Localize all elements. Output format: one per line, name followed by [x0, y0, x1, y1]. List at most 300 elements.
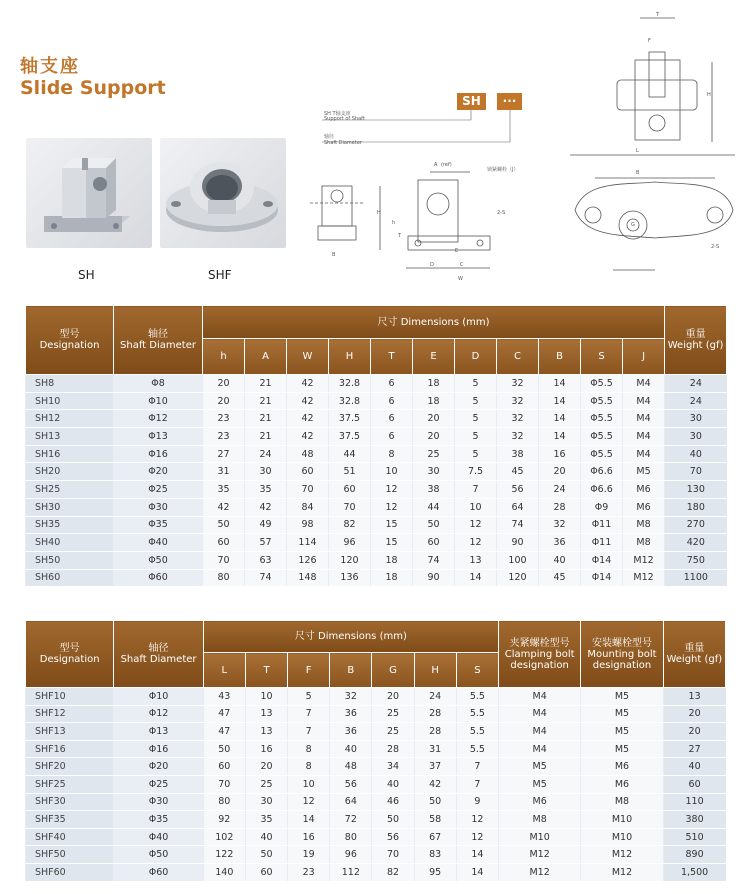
table-row	[26, 428, 727, 446]
cell-value: 890	[663, 846, 725, 864]
cell-value: 45	[539, 569, 581, 587]
cell-value: 122	[203, 846, 245, 864]
cell-value: 45	[497, 463, 539, 481]
cell-value: 13	[245, 723, 287, 741]
cell-value: 80	[203, 569, 245, 587]
table-row	[26, 723, 726, 741]
cell-shaft: Φ60	[114, 863, 203, 881]
cell-value: 96	[330, 846, 372, 864]
sh-col-w: W	[287, 339, 329, 375]
cell-value: Φ14	[581, 551, 623, 569]
cell-shaft: Φ12	[114, 410, 203, 428]
cell-value: 12	[371, 481, 413, 499]
cell-shaft: Φ13	[114, 723, 203, 741]
lbl-e: E	[455, 248, 459, 254]
cell-value: 5	[455, 428, 497, 446]
table-row	[26, 705, 726, 723]
sh-col-b: B	[539, 339, 581, 375]
cell-value: M12	[498, 863, 580, 881]
cell-value: M10	[581, 828, 663, 846]
lbl-a-note: (ref)	[441, 162, 452, 168]
cell-designation: SHF10	[26, 688, 114, 706]
cell-value: 74	[497, 516, 539, 534]
code-line2-en: Shaft Diameter	[324, 140, 362, 146]
lbl-l: L	[636, 148, 639, 154]
cell-designation: SH35	[26, 516, 114, 534]
lbl-a: A	[434, 162, 438, 168]
sh-h-shaft: 轴径 Shaft Diameter	[114, 306, 203, 375]
cell-value: 42	[414, 775, 456, 793]
photo-sh	[26, 138, 152, 248]
cell-value: M5	[581, 740, 663, 758]
cell-value: 12	[456, 811, 498, 829]
cell-value: 8	[288, 740, 330, 758]
cell-value: 57	[245, 534, 287, 552]
sh-col-t: T	[371, 339, 413, 375]
cell-value: 56	[497, 481, 539, 499]
cell-value: 32	[497, 392, 539, 410]
cell-designation: SH16	[26, 445, 114, 463]
cell-designation: SHF25	[26, 775, 114, 793]
cell-value: 19	[288, 846, 330, 864]
cell-value: 21	[245, 410, 287, 428]
cell-value: 32.8	[329, 375, 371, 393]
cell-shaft: Φ35	[114, 516, 203, 534]
cell-value: 6	[371, 428, 413, 446]
cell-value: 180	[665, 498, 727, 516]
cell-value: 20	[372, 688, 414, 706]
shf-col-s: S	[456, 653, 498, 688]
cell-value: 30	[245, 463, 287, 481]
cell-value: 13	[455, 551, 497, 569]
cell-value: 7	[288, 723, 330, 741]
cell-value: M4	[623, 445, 665, 463]
cell-value: M6	[498, 793, 580, 811]
cell-value: 74	[245, 569, 287, 587]
cell-value: 5	[455, 445, 497, 463]
cell-shaft: Φ25	[114, 481, 203, 499]
table-row	[26, 534, 727, 552]
cell-value: 43	[203, 688, 245, 706]
cell-value: 14	[456, 846, 498, 864]
cell-value: M12	[581, 846, 663, 864]
cell-value: Φ11	[581, 516, 623, 534]
shf-col-l: L	[203, 653, 245, 688]
cell-value: 67	[414, 828, 456, 846]
code-line1-en: Support of Shaft	[324, 116, 365, 122]
lbl-h-sh: H	[377, 210, 381, 216]
cell-value: M12	[581, 863, 663, 881]
cell-value: 28	[539, 498, 581, 516]
cell-shaft: Φ30	[114, 498, 203, 516]
caption-sh: SH	[78, 268, 95, 282]
cell-value: 25	[372, 705, 414, 723]
cell-value: Φ11	[581, 534, 623, 552]
lbl-f: F	[648, 38, 651, 44]
cell-value: 47	[203, 705, 245, 723]
cell-value: 6	[371, 392, 413, 410]
cell-value: 20	[413, 410, 455, 428]
cell-value: M12	[623, 551, 665, 569]
cell-value: 82	[329, 516, 371, 534]
cell-shaft: Φ50	[114, 551, 203, 569]
cell-value: 25	[372, 723, 414, 741]
cell-designation: SHF30	[26, 793, 114, 811]
cell-value: 56	[330, 775, 372, 793]
cell-value: 6	[371, 375, 413, 393]
cell-value: 12	[455, 516, 497, 534]
cell-value: 37.5	[329, 428, 371, 446]
table-row	[26, 775, 726, 793]
cell-value: M4	[623, 428, 665, 446]
cell-value: 20	[203, 392, 245, 410]
cell-designation: SHF60	[26, 863, 114, 881]
cell-value: 7	[456, 758, 498, 776]
cell-value: 42	[287, 410, 329, 428]
cell-value: 20	[203, 375, 245, 393]
cell-value: 30	[665, 428, 727, 446]
title-cn: 轴支座	[20, 56, 80, 77]
cell-value: 21	[245, 375, 287, 393]
cell-value: 30	[245, 793, 287, 811]
shf-h-shaft: 轴径 Shaft Diameter	[114, 621, 203, 688]
cell-value: 120	[497, 569, 539, 587]
cell-value: 58	[414, 811, 456, 829]
cell-value: 148	[287, 569, 329, 587]
cell-value: 12	[288, 793, 330, 811]
cell-value: 34	[372, 758, 414, 776]
cell-value: 130	[665, 481, 727, 499]
cell-value: 112	[330, 863, 372, 881]
cell-value: 27	[663, 740, 725, 758]
cell-value: M8	[623, 516, 665, 534]
cell-value: M8	[581, 793, 663, 811]
cell-value: M6	[581, 758, 663, 776]
cell-value: 49	[245, 516, 287, 534]
cell-value: M8	[623, 534, 665, 552]
cell-value: 14	[539, 428, 581, 446]
cell-value: 40	[539, 551, 581, 569]
cell-designation: SHF12	[26, 705, 114, 723]
cell-value: 50	[245, 846, 287, 864]
cell-value: 56	[372, 828, 414, 846]
cell-value: 28	[414, 705, 456, 723]
cell-value: 750	[665, 551, 727, 569]
cell-value: 7.5	[455, 463, 497, 481]
cell-value: 5	[455, 375, 497, 393]
cell-value: 14	[539, 410, 581, 428]
shf-h-dims: 尺寸 Dimensions (mm)	[203, 621, 498, 653]
cell-value: M5	[581, 705, 663, 723]
cell-value: 5.5	[456, 723, 498, 741]
cell-value: 70	[329, 498, 371, 516]
cell-designation: SH8	[26, 375, 114, 393]
cell-value: 31	[203, 463, 245, 481]
lbl-2s-shf: 2-S	[711, 244, 720, 250]
cell-value: 82	[372, 863, 414, 881]
cell-designation: SH20	[26, 463, 114, 481]
shf-col-b: B	[330, 653, 372, 688]
cell-value: M10	[498, 828, 580, 846]
cell-designation: SHF13	[26, 723, 114, 741]
cell-value: 60	[663, 775, 725, 793]
cell-value: M5	[498, 775, 580, 793]
cell-designation: SH12	[26, 410, 114, 428]
cell-value: 92	[203, 811, 245, 829]
code-badge-size: ···	[497, 93, 522, 110]
cell-value: 50	[413, 516, 455, 534]
cell-value: 70	[665, 463, 727, 481]
cell-value: 15	[371, 516, 413, 534]
cell-value: 18	[371, 569, 413, 587]
shf-technical-drawing	[565, 10, 740, 275]
cell-value: 13	[245, 705, 287, 723]
cell-value: 42	[203, 498, 245, 516]
cell-value: 32	[497, 428, 539, 446]
lbl-b-shf: B	[636, 170, 640, 176]
cell-value: 50	[372, 811, 414, 829]
sh-technical-drawing	[310, 178, 510, 288]
cell-value: M10	[581, 811, 663, 829]
cell-designation: SH60	[26, 569, 114, 587]
table-row	[26, 740, 726, 758]
cell-value: 16	[539, 445, 581, 463]
sh-col-c: C	[497, 339, 539, 375]
cell-value: 60	[287, 463, 329, 481]
cell-value: Φ5.5	[581, 375, 623, 393]
cell-value: 60	[203, 534, 245, 552]
table-row	[26, 551, 727, 569]
cell-value: 380	[663, 811, 725, 829]
lbl-w: W	[458, 276, 463, 282]
cell-value: M8	[498, 811, 580, 829]
cell-designation: SH40	[26, 534, 114, 552]
cell-value: 120	[329, 551, 371, 569]
cell-value: 16	[288, 828, 330, 846]
cell-value: M4	[498, 688, 580, 706]
cell-value: M5	[581, 688, 663, 706]
cell-value: M4	[498, 723, 580, 741]
cell-value: 14	[456, 863, 498, 881]
cell-value: 20	[539, 463, 581, 481]
cell-shaft: Φ16	[114, 445, 203, 463]
cell-value: 25	[245, 775, 287, 793]
cell-value: 5.5	[456, 740, 498, 758]
table-row	[26, 445, 727, 463]
cell-value: 42	[245, 498, 287, 516]
cell-value: 51	[329, 463, 371, 481]
cell-value: 42	[287, 392, 329, 410]
cell-value: 28	[414, 723, 456, 741]
cell-value: 32.8	[329, 392, 371, 410]
lbl-bolt: 锁紧螺栓（J）	[487, 167, 519, 173]
cell-value: M5	[581, 723, 663, 741]
cell-value: M12	[623, 569, 665, 587]
sh-col-j: J	[623, 339, 665, 375]
table-row	[26, 375, 727, 393]
cell-shaft: Φ10	[114, 392, 203, 410]
cell-value: 50	[203, 516, 245, 534]
shf-dimension-table	[25, 620, 726, 882]
table-row	[26, 392, 727, 410]
cell-designation: SH13	[26, 428, 114, 446]
table-row	[26, 569, 727, 587]
cell-value: 32	[539, 516, 581, 534]
cell-value: 35	[203, 481, 245, 499]
cell-shaft: Φ20	[114, 463, 203, 481]
cell-value: 35	[245, 811, 287, 829]
cell-value: 14	[539, 375, 581, 393]
cell-value: 48	[330, 758, 372, 776]
cell-value: 20	[413, 428, 455, 446]
cell-designation: SH10	[26, 392, 114, 410]
cell-value: M12	[498, 846, 580, 864]
cell-value: 46	[372, 793, 414, 811]
cell-value: 16	[245, 740, 287, 758]
table-row	[26, 846, 726, 864]
cell-value: 23	[203, 428, 245, 446]
cell-value: 100	[497, 551, 539, 569]
cell-shaft: Φ35	[114, 811, 203, 829]
cell-value: 60	[245, 863, 287, 881]
cell-value: 60	[329, 481, 371, 499]
cell-shaft: Φ12	[114, 705, 203, 723]
cell-value: 36	[539, 534, 581, 552]
cell-value: 23	[203, 410, 245, 428]
cell-value: 7	[288, 705, 330, 723]
cell-value: 1,500	[663, 863, 725, 881]
cell-shaft: Φ40	[114, 828, 203, 846]
cell-value: 8	[288, 758, 330, 776]
table-row	[26, 828, 726, 846]
lbl-b-sh: B	[332, 252, 336, 258]
shf-col-h: H	[414, 653, 456, 688]
cell-shaft: Φ20	[114, 758, 203, 776]
cell-value: 126	[287, 551, 329, 569]
shf-h-designation: 型号 Designation	[26, 621, 114, 688]
cell-value: 38	[413, 481, 455, 499]
cell-value: 10	[371, 463, 413, 481]
cell-value: 510	[663, 828, 725, 846]
cell-value: 35	[245, 481, 287, 499]
cell-value: 5	[455, 392, 497, 410]
cell-value: Φ6.6	[581, 481, 623, 499]
cell-value: 40	[330, 740, 372, 758]
cell-value: 12	[456, 828, 498, 846]
cell-value: 28	[372, 740, 414, 758]
cell-value: M4	[498, 740, 580, 758]
cell-shaft: Φ13	[114, 428, 203, 446]
cell-value: 63	[245, 551, 287, 569]
lbl-c: C	[460, 262, 464, 268]
shf-col-g: G	[372, 653, 414, 688]
cell-designation: SHF16	[26, 740, 114, 758]
cell-value: 32	[497, 410, 539, 428]
cell-value: 12	[371, 498, 413, 516]
cell-value: 5.5	[456, 705, 498, 723]
table-row	[26, 516, 727, 534]
cell-value: 20	[663, 705, 725, 723]
cell-value: M4	[623, 375, 665, 393]
cell-value: 24	[539, 481, 581, 499]
cell-value: 20	[245, 758, 287, 776]
code-line1-cn: SH T轴支座	[324, 111, 351, 117]
cell-value: 70	[287, 481, 329, 499]
cell-value: 12	[455, 534, 497, 552]
cell-shaft: Φ30	[114, 793, 203, 811]
table-row	[26, 758, 726, 776]
cell-value: 74	[413, 551, 455, 569]
cell-value: 70	[203, 775, 245, 793]
cell-shaft: Φ60	[114, 569, 203, 587]
shf-h-mount: 安装螺栓型号 Mounting bolt designation	[581, 621, 663, 688]
cell-value: 20	[663, 723, 725, 741]
cell-value: 80	[203, 793, 245, 811]
cell-value: 40	[665, 445, 727, 463]
cell-value: 40	[245, 828, 287, 846]
cell-value: 24	[665, 392, 727, 410]
cell-value: 18	[371, 551, 413, 569]
lbl-t: T	[398, 233, 402, 239]
cell-shaft: Φ50	[114, 846, 203, 864]
cell-value: 60	[203, 758, 245, 776]
sh-dimension-table	[25, 305, 727, 587]
cell-value: Φ9	[581, 498, 623, 516]
cell-designation: SHF50	[26, 846, 114, 864]
cell-value: 84	[287, 498, 329, 516]
code-line2-cn: 轴径	[324, 134, 335, 140]
cell-value: 5.5	[456, 688, 498, 706]
cell-designation: SHF20	[26, 758, 114, 776]
cell-value: 96	[329, 534, 371, 552]
cell-value: 110	[663, 793, 725, 811]
cell-value: 102	[203, 828, 245, 846]
cell-value: 15	[371, 534, 413, 552]
cell-value: 13	[663, 688, 725, 706]
cell-value: 10	[245, 688, 287, 706]
cell-value: 42	[287, 375, 329, 393]
cell-shaft: Φ8	[114, 375, 203, 393]
shf-col-f: F	[288, 653, 330, 688]
sh-h-weight: 重量 Weight (gf)	[665, 306, 727, 375]
cell-value: Φ14	[581, 569, 623, 587]
table-row	[26, 410, 727, 428]
sh-col-h: H	[329, 339, 371, 375]
cell-value: 31	[414, 740, 456, 758]
cell-value: 90	[413, 569, 455, 587]
cell-value: 90	[497, 534, 539, 552]
cell-value: M6	[623, 481, 665, 499]
cell-value: 7	[455, 481, 497, 499]
table-row	[26, 688, 726, 706]
cell-value: M4	[623, 392, 665, 410]
cell-value: 42	[287, 428, 329, 446]
cell-value: 47	[203, 723, 245, 741]
cell-value: 5	[288, 688, 330, 706]
cell-designation: SHF35	[26, 811, 114, 829]
cell-value: 1100	[665, 569, 727, 587]
lbl-g: G	[631, 222, 635, 228]
cell-value: M6	[623, 498, 665, 516]
cell-value: 32	[330, 688, 372, 706]
title-en: Slide Support	[20, 77, 166, 99]
cell-value: 18	[413, 392, 455, 410]
cell-value: 18	[413, 375, 455, 393]
cell-designation: SHF40	[26, 828, 114, 846]
cell-value: 5	[455, 410, 497, 428]
cell-value: 40	[372, 775, 414, 793]
cell-value: 32	[497, 375, 539, 393]
